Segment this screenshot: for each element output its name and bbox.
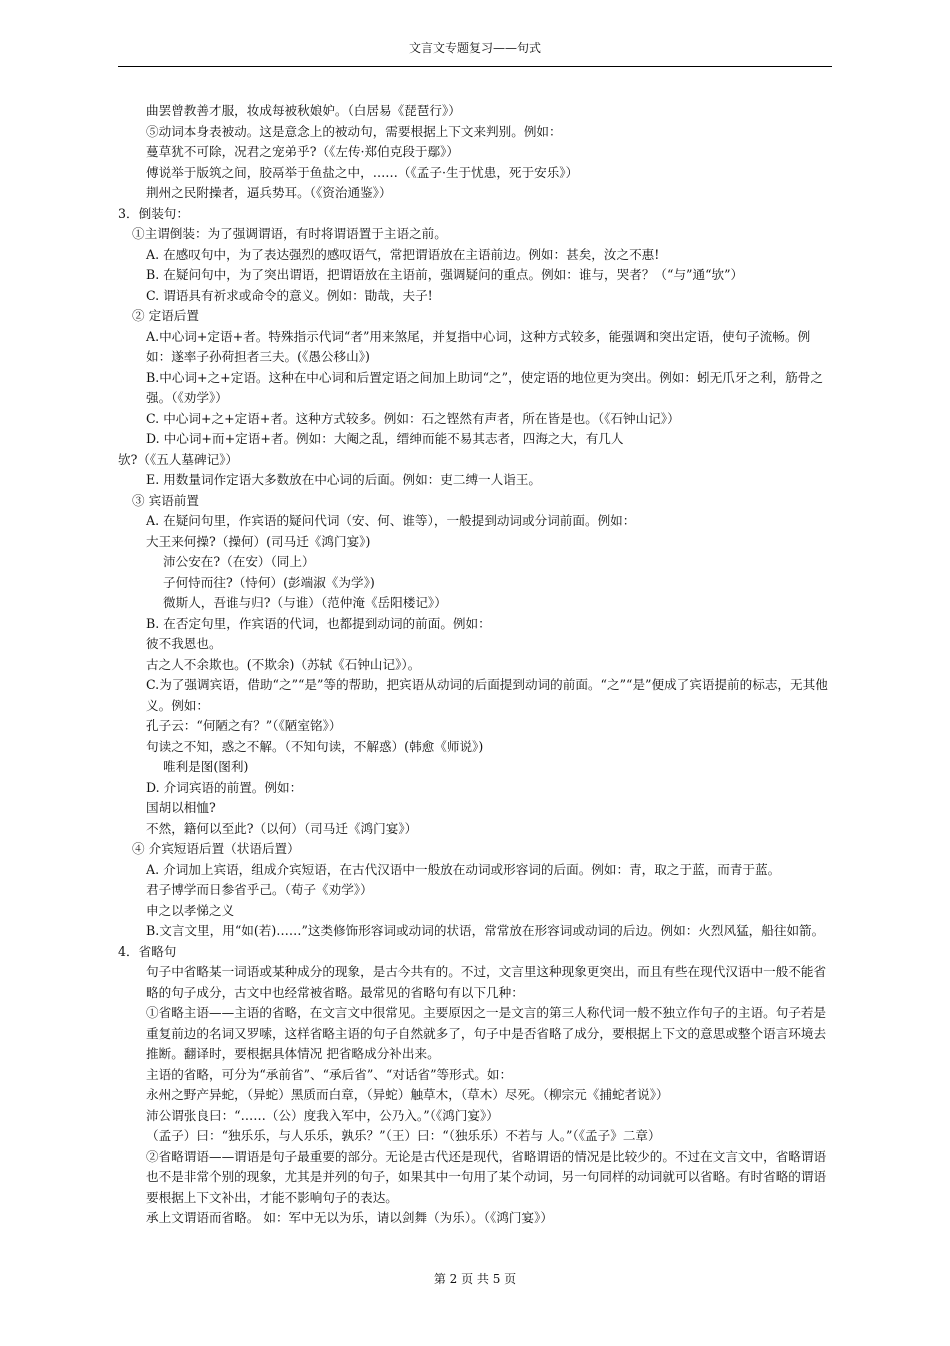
text-line: ④ 介宾短语后置（状语后置） — [132, 841, 300, 856]
text-line: C. 中心词+之+定语+者。这种方式较多。例如：石之铿然有声者，所在皆是也。（《石钟山记》） — [146, 410, 680, 426]
text-line: 君子博学而日参省乎己。（荀子《劝学》） — [146, 882, 373, 897]
text-line: B. 在否定句里，作宾语的代词，也都提到动词的前面。例如： — [146, 615, 491, 631]
page-header: 文言文专题复习——句式 — [408, 41, 541, 55]
text-line: B.文言文里，用“如(若)……”这类修饰形容词或动词的状语，常常放在形容词或动词的后边。例如：火烈风猛，船往如箭。 — [146, 923, 825, 938]
text-line: 主语的省略，可分为“承前省”、“承后省”、“对话省”等形式。如： — [146, 1066, 513, 1082]
text-line: A.中心词+定语+者。特殊指示代词“者”用来煞尾，并复指中心词，这种方式较多，能强调和突出定语，使句子流畅。例如：遂率子孙荷担者三夫。(《愚公移山》) — [146, 328, 811, 364]
text-line: 大王来何操?（操何）(司马迁《鸿门宴》) — [146, 533, 371, 549]
text-line: 微斯人，吾谁与归?（与谁）（范仲淹《岳阳楼记》） — [163, 595, 447, 610]
text-line: ①主谓倒装：为了强调谓语，有时将谓语置于主语之前。 — [132, 226, 447, 241]
text-line: 3．倒装句： — [118, 205, 189, 221]
text-line: A. 在疑问句里，作宾语的疑问代词（安、何、谁等），一般提到动词或分词前面。例如： — [146, 513, 636, 528]
text-line: ②省略谓语——谓语是句子最重要的部分。无论是古代还是现代，省略谓语的情况是比较少的。不过在文言文中，省略谓语也不是非常个别的现象，尤其是并列的句子，如果其中一句用了某个动词，另一句同样的动词就可以省略。有时省略的谓语要根据上下文补出，才能不影响句子的表达。 — [146, 1148, 827, 1205]
text-line: A. 介词加上宾语，组成介宾短语，在古代汉语中一般放在动词或形容词的后面。例如：青，取之于蓝，而青于蓝。 — [146, 861, 781, 877]
text-line: 彼不我恩也。 — [146, 636, 222, 651]
text-line: C. 谓语具有祈求或命令的意义。例如：勖哉，夫子! — [146, 287, 433, 303]
text-line: ①省略主语——主语的省略，在文言文中很常见。主要原因之一是文言的第三人称代词一般不独立作句子的主语。句子若是重复前边的名词又罗嗦，这样省略主语的句子自然就多了，句子中是否省略了成分，要根据上下文的意思或整个语言环境去推断。翻译时，要根据具体情况 把省略成分补出来。 — [146, 1005, 827, 1061]
text-line: 句读之不知，惑之不解。（不知句读，不解惑）(韩愈《师说》) — [146, 738, 484, 754]
text-line: 永州之野产异蛇，（异蛇）黑质而白章，（异蛇）触草木，（草木）尽死。（柳宗元《捕蛇者说》） — [146, 1087, 669, 1102]
text-line: 申之以孝悌之义 — [146, 902, 235, 918]
text-line: 曲罢曾教善才服，妆成每被秋娘妒。（白居易《琵琶行》） — [146, 103, 461, 118]
header-rule — [118, 66, 832, 67]
text-line: D. 中心词+而+定语+者。例如：大阉之乱，缙绅而能不易其志者，四海之大，有几人 — [146, 431, 624, 446]
text-line: A. 在感叹句中，为了表达强烈的感叹语气，常把谓语放在主语前边。例如：甚矣，汝之不惠! — [146, 246, 660, 262]
text-line: 古之人不余欺也。(不欺余)（苏轼《石钟山记》）。 — [146, 656, 421, 672]
text-line: E. 用数量词作定语大多数放在中心词的后面。例如：吏二缚一人诣王。 — [146, 472, 542, 487]
text-line: （孟子）曰：“独乐乐，与人乐乐，孰乐？”（王）曰：“（独乐乐）不若与 人。”（《孟子》二章） — [146, 1128, 661, 1143]
text-line: 唯利是图(图利) — [163, 759, 249, 774]
text-line: 4．省略句 — [118, 943, 177, 959]
text-line: 欤?（《五人墓碑记》） — [118, 451, 239, 467]
text-line: 蔓草犹不可除，况君之宠弟乎?（《左传·郑伯克段于鄢》） — [146, 144, 459, 159]
page-footer: 第 2 页 共 5 页 — [433, 1272, 517, 1286]
text-line: ③ 宾语前置 — [132, 492, 199, 508]
text-line: 傅说举于版筑之间，胶鬲举于鱼盐之中，……（《孟子·生于忧患，死于安乐》） — [146, 164, 579, 180]
text-line: 孔子云：“何陋之有？”（《陋室铭》） — [146, 718, 342, 733]
text-line: 国胡以相恤? — [146, 800, 216, 815]
text-line: 句子中省略某一词语或某种成分的现象，是古今共有的。不过，文言里这种现象更突出，而且有些在现代汉语中一般不能省略的句子成分，古文中也经常被省略。最常见的省略句有以下几种： — [146, 964, 827, 1000]
text-line: C.为了强调宾语，借助“之”“是”等的帮助，把宾语从动词的后面提到动词的前面。“之”“是”便成了宾语提前的标志，无其他义。例如： — [146, 677, 828, 713]
text-line: 子何恃而往?（恃何）(彭端淑《为学》) — [163, 574, 375, 590]
text-line: D. 介词宾语的前置。例如： — [146, 779, 303, 795]
text-line: 不然，籍何以至此?（以何）（司马迁《鸿门宴》） — [146, 820, 418, 836]
text-line: 沛公谓张良曰：“……（公）度我入军中，公乃入。”（《鸿门宴》） — [146, 1107, 499, 1123]
text-line: 荆州之民附操者，逼兵势耳。（《资治通鉴》） — [146, 185, 392, 200]
document-body — [118, 101, 832, 1229]
text-line: 沛公安在?（在安）（同上） — [163, 554, 315, 569]
text-line: 承上文谓语而省略。 如：军中无以为乐，请以剑舞（为乐）。（《鸿门宴》） — [146, 1210, 553, 1225]
text-line: ⑤动词本身表被动。这是意念上的被动句，需要根据上下文来判别。例如： — [146, 123, 562, 139]
text-line: ② 定语后置 — [132, 308, 199, 323]
text-line: B.中心词+之+定语。这种在中心词和后置定语之间加上助词“之”，使定语的地位更为突出。例如：蚓无爪牙之利，筋骨之强。（《劝学》） — [146, 369, 823, 405]
text-line: B. 在疑问句中，为了突出谓语，把谓语放在主语前，强调疑问的重点。例如：谁与，哭者？（“与”通“欤”） — [146, 267, 744, 282]
